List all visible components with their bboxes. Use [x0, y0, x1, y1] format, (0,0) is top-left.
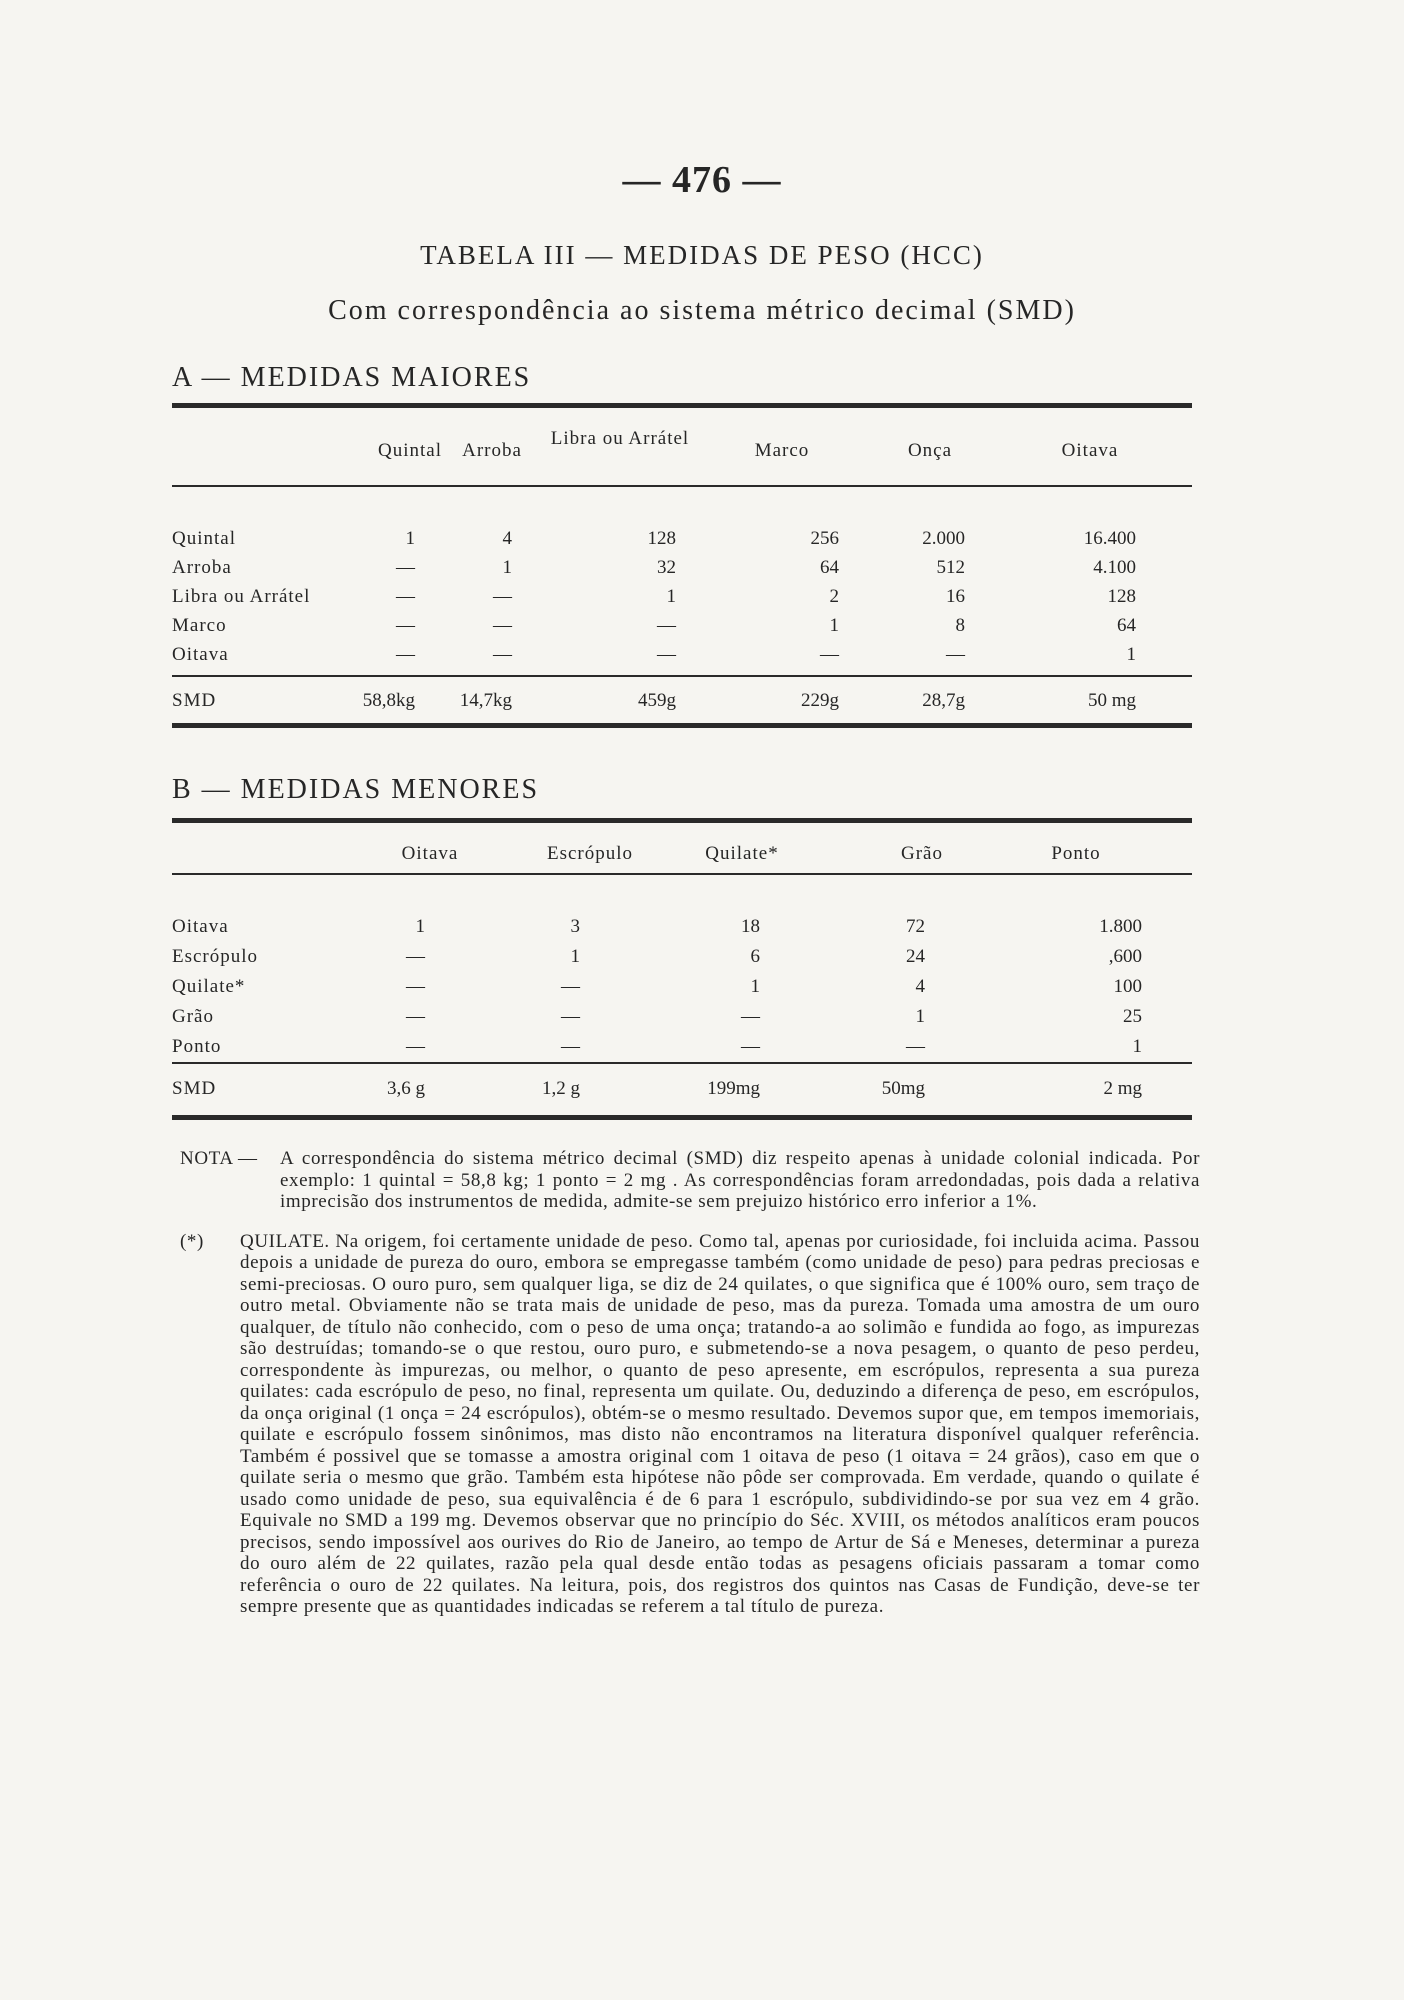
table-cell: —	[406, 1006, 425, 1027]
section-a-top-rule	[172, 403, 1192, 408]
table-cell: —	[406, 946, 425, 967]
table-cell: 1	[1132, 1036, 1142, 1057]
smd-cell: 28,7g	[922, 690, 965, 711]
table-cell: —	[493, 644, 512, 665]
table-cell: 16	[946, 586, 965, 607]
table-cell: 1	[829, 615, 839, 636]
smd-label: SMD	[172, 1078, 217, 1099]
note-main	[180, 1148, 1200, 1213]
section-b-title: B — MEDIDAS MENORES	[172, 774, 540, 805]
column-header: Quintal	[378, 440, 442, 461]
table-subtitle: Com correspondência ao sistema métrico decimal (SMD)	[328, 295, 1076, 326]
table-cell: —	[906, 1036, 925, 1057]
note-label: NOTA —	[180, 1148, 258, 1169]
table-cell: ,600	[1108, 946, 1142, 967]
column-header: Marco	[754, 440, 810, 461]
table-cell: 25	[1123, 1006, 1142, 1027]
table-cell: —	[493, 586, 512, 607]
bottom-rule	[172, 723, 1192, 728]
column-header: Escrópulo	[546, 843, 634, 864]
smd-cell: 459g	[638, 690, 676, 711]
table-cell: 32	[657, 557, 676, 578]
row-label: Grão	[172, 1006, 214, 1027]
smd-cell: 1,2 g	[542, 1078, 580, 1099]
smd-cell: 50 mg	[1087, 690, 1136, 711]
row-label: Quilate*	[172, 976, 246, 997]
table-cell: —	[741, 1006, 760, 1027]
table-cell: —	[406, 976, 425, 997]
column-header: Libra ou Arrátel	[550, 428, 690, 449]
header-rule	[172, 873, 1192, 875]
bottom-rule	[172, 1115, 1192, 1120]
note-text: A correspondência do sistema métrico decimal (SMD) diz respeito apenas à unidade colonial indicada. Por exemplo: 1 quintal = 58,8 kg; 1 ponto = 2 mg . As correspondências foram arredondadas, pois dada a relativa imprecisão dos instrumentos de medida, admite-se sem prejuizo histórico erro inferior a 1%.	[280, 1148, 1200, 1212]
table-cell: 64	[820, 557, 839, 578]
note-label: (*)	[180, 1230, 204, 1252]
smd-cell: 3,6 g	[387, 1078, 425, 1099]
table-cell: 4	[915, 976, 925, 997]
table-cell: 16.400	[1083, 528, 1136, 549]
table-cell: —	[657, 615, 676, 636]
table-cell: 18	[741, 916, 760, 937]
table-cell: 1.800	[1099, 916, 1142, 937]
smd-cell: 229g	[801, 690, 839, 711]
table-cell: 3	[570, 916, 580, 937]
table-cell: 1	[1126, 644, 1136, 665]
table-cell: 1	[666, 586, 676, 607]
table-cell: 2	[829, 586, 839, 607]
table-cell: —	[396, 644, 415, 665]
smd-cell: 2 mg	[1103, 1078, 1142, 1099]
table-cell: 6	[750, 946, 760, 967]
row-label: Marco	[172, 615, 227, 636]
table-cell: —	[561, 1006, 580, 1027]
table-cell: 2.000	[922, 528, 965, 549]
smd-cell: 199mg	[707, 1078, 760, 1099]
section-b-top-rule	[172, 818, 1192, 823]
table-cell: 1	[405, 528, 415, 549]
table-cell: —	[493, 615, 512, 636]
row-label: Oitava	[172, 916, 229, 937]
column-header: Oitava	[1061, 440, 1119, 461]
table-cell: —	[657, 644, 676, 665]
table-cell: 256	[810, 528, 839, 549]
table-cell: 4.100	[1093, 557, 1136, 578]
table-cell: 64	[1117, 615, 1136, 636]
column-header: Grão	[901, 843, 943, 864]
row-label: Ponto	[172, 1036, 222, 1057]
table-cell: 1	[415, 916, 425, 937]
column-header: Ponto	[1051, 843, 1101, 864]
header-rule	[172, 485, 1192, 487]
table-cell: 512	[936, 557, 965, 578]
smd-cell: 14,7kg	[459, 690, 512, 711]
table-cell: —	[820, 644, 839, 665]
table-cell: 128	[1107, 586, 1136, 607]
table-cell: 100	[1113, 976, 1142, 997]
smd-rule	[172, 675, 1192, 677]
page-number: — 476 —	[622, 159, 782, 201]
smd-cell: 50mg	[881, 1078, 925, 1099]
table-cell: 72	[906, 916, 925, 937]
table-cell: 1	[915, 1006, 925, 1027]
table-cell: —	[396, 615, 415, 636]
section-a-title: A — MEDIDAS MAIORES	[172, 362, 532, 393]
column-header: Oitava	[401, 843, 459, 864]
row-label: Arroba	[172, 557, 232, 578]
table-cell: 8	[955, 615, 965, 636]
column-header: Arroba	[462, 440, 522, 461]
table-cell: 1	[502, 557, 512, 578]
table-title: TABELA III — MEDIDAS DE PESO (HCC)	[420, 240, 984, 270]
column-header: Onça	[907, 440, 953, 461]
table-cell: 1	[570, 946, 580, 967]
table-cell: —	[406, 1036, 425, 1057]
note-quilate	[180, 1231, 1200, 1618]
table-cell: —	[946, 644, 965, 665]
table-cell: 24	[906, 946, 925, 967]
row-label: Quintal	[172, 528, 236, 549]
note-text: QUILATE. Na origem, foi certamente unidade de peso. Como tal, apenas por curiosidade, foi incluida acima. Passou depois a unidade de pureza do ouro, embora se empregasse também (como unidade de peso) para pedras preciosas e semi-preciosas. O ouro puro, sem qualquer liga, se diz de 24 quilates, o que significa que é 100% ouro, sem traço de outro metal. Obviamente não se trata mais de unidade de peso, mas da pureza. Tomada uma amostra de um ouro qualquer, de título não conhecido, com o peso de uma onça; tratando-a ao solimão e fundida ao fogo, as impurezas são destruídas; tomando-se o que restou, ouro puro, e submetendo-se a nova pesagem, o quanto de peso perdeu, correspondente às impurezas, ou melhor, o quanto de peso apresente, em escrópulos, representa a sua pureza quilates: cada escrópulo de peso, no final, representa um quilate. Ou, deduzindo a diferença de peso, em escrópulos, da onça original (1 onça = 24 escrópulos), obtém-se o mesmo resultado. Devemos supor que, em tempos imemoriais, quilate e escrópulo fossem sinônimos, mas disto não encontramos na literatura disponível qualquer referência. Também é possivel que se tomasse a amostra original com 1 oitava de peso (1 oitava = 24 grãos), caso em que o quilate seria o mesmo que grão. Também esta hipótese não pôde ser comprovada. Em verdade, quando o quilate é usado como unidade de peso, sua equivalência é de 6 para 1 escrópulo, subdividindo-se por sua vez em 4 grão. Equivale no SMD a 199 mg. Devemos observar que no princípio do Séc. XVIII, os métodos analíticos eram poucos precisos, sendo impossível aos ourives do Rio de Janeiro, ao tempo de Artur de Sá e Meneses, determinar a pureza do ouro além de 22 quilates, razão pela qual desde então todas as pesagens oficiais passaram a tomar como referência o ouro de 22 quilates. Na leitura, pois, dos registros dos quintos nas Casas de Fundição, deve-se ter sempre presente que as quantidades indicadas se referem a tal título de pureza.	[240, 1230, 1200, 1617]
smd-label: SMD	[172, 690, 217, 711]
smd-rule	[172, 1062, 1192, 1064]
table-cell: 4	[502, 528, 512, 549]
table-cell: 128	[647, 528, 676, 549]
smd-cell: 58,8kg	[362, 690, 415, 711]
table-cell: 1	[750, 976, 760, 997]
table-cell: —	[741, 1036, 760, 1057]
column-header: Quilate*	[705, 843, 779, 864]
notes	[180, 1148, 1200, 1636]
table-cell: —	[561, 1036, 580, 1057]
table-cell: —	[561, 976, 580, 997]
table-cell: —	[396, 586, 415, 607]
table-cell: —	[396, 557, 415, 578]
row-label: Escrópulo	[172, 946, 259, 967]
row-label: Libra ou Arrátel	[172, 586, 311, 607]
row-label: Oitava	[172, 644, 229, 665]
